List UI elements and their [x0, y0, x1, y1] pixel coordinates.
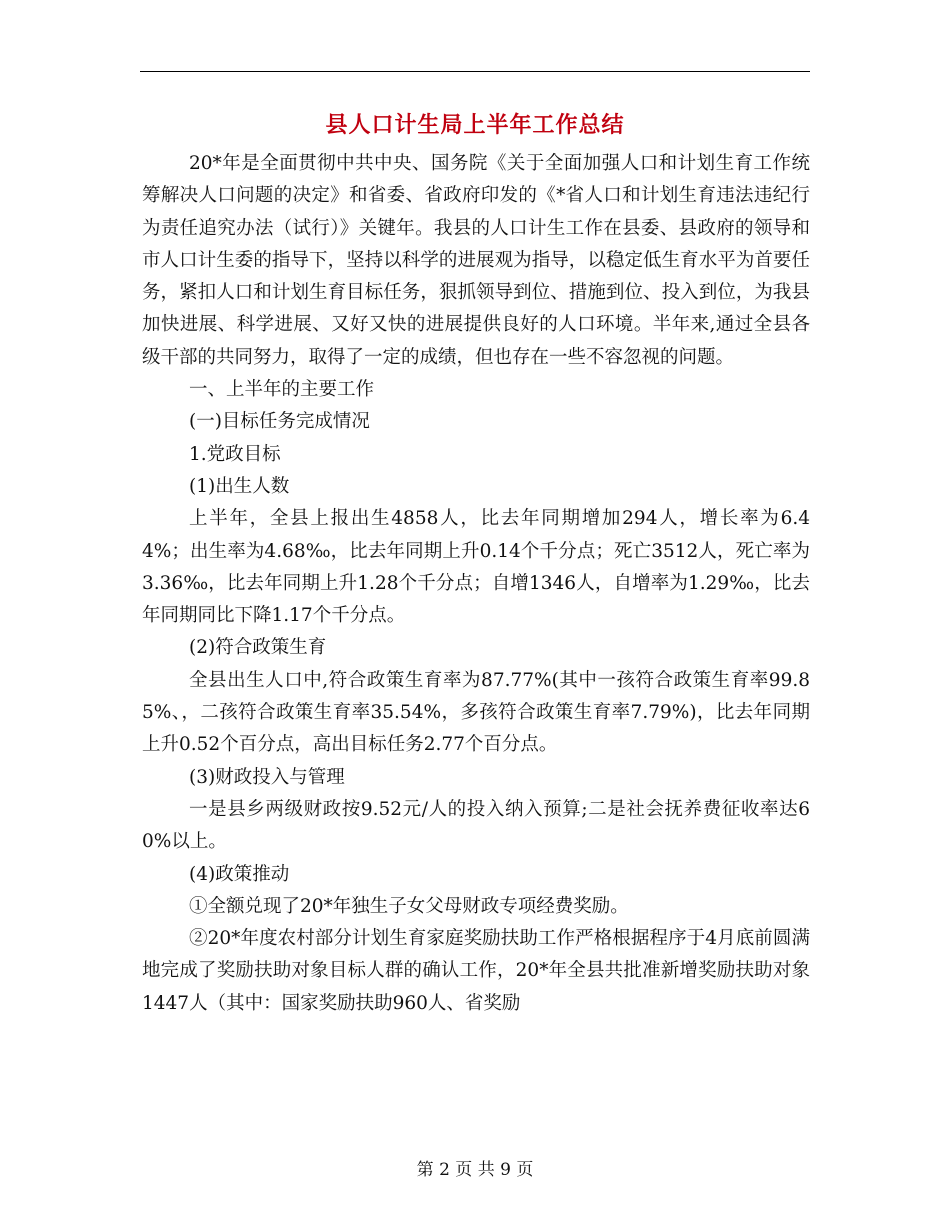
page-footer: 第 2 页 共 9 页 — [416, 1160, 534, 1180]
document-title: 县人口计生局上半年工作总结 — [325, 112, 625, 138]
document-body — [142, 148, 810, 1020]
section-heading: 一、上半年的主要工作 — [189, 379, 375, 401]
finance-paragraph: 一是县乡两级财政按9.52元/人的投入纳入预算;二是社会抚养费征收率达60%以上。 — [142, 798, 810, 853]
subitem-heading-policy: (2)符合政策生育 — [189, 637, 327, 659]
header-rule — [140, 71, 810, 72]
subitem-heading-births: (1)出生人数 — [189, 475, 290, 497]
promotion-item-2: ②20*年度农村部分计划生育家庭奖励扶助工作严格根据程序于4月底前圆满地完成了奖励扶助对象目标人群的确认工作，20*年全县共批准新增奖励扶助对象1447人（其中：国家奖励扶助960人、省奖励 — [142, 928, 810, 1014]
item-heading: 1.党政目标 — [189, 443, 281, 465]
promotion-item-1: ①全额兑现了20*年独生子女父母财政专项经费奖励。 — [189, 895, 629, 917]
births-paragraph: 上半年，全县上报出生4858人，比去年同期增加294人，增长率为6.44%；出生率为4.68‰，比去年同期上升0.14个千分点；死亡3512人，死亡率为3.36‰，比去年同期上升1.28个千分点；自增1346人，自增率为1.29‰，比去年同期同比下降1.17个千分点。 — [142, 508, 810, 627]
policy-paragraph: 全县出生人口中,符合政策生育率为87.77%(其中一孩符合政策生育率99.85%、，二孩符合政策生育率35.54%，多孩符合政策生育率7.79%)，比去年同期上升0.52个百分点，高出目标任务2.77个百分点。 — [142, 669, 810, 756]
intro-paragraph: 20*年是全面贯彻中共中央、国务院《关于全面加强人口和计划生育工作统筹解决人口问题的决定》和省委、省政府印发的《*省人口和计划生育违法违纪行为责任追究办法（试行）》关键年。我县的人口计生工作在县委、县政府的领导和市人口计生委的指导下，坚持以科学的进展观为指导，以稳定低生育水平为首要任务，紧扣人口和计划生育目标任务，狠抓领导到位、措施到位、投入到位，为我县加快进展、科学进展、又好又快的进展提供良好的人口环境。半年来,通过全县各级干部的共同努力，取得了一定的成绩，但也存在一些不容忽视的问题。 — [142, 153, 810, 368]
subsection-heading: (一)目标任务完成情况 — [189, 411, 370, 433]
subitem-heading-finance: (3)财政投入与管理 — [189, 766, 345, 788]
subitem-heading-promotion: (4)政策推动 — [189, 863, 290, 885]
